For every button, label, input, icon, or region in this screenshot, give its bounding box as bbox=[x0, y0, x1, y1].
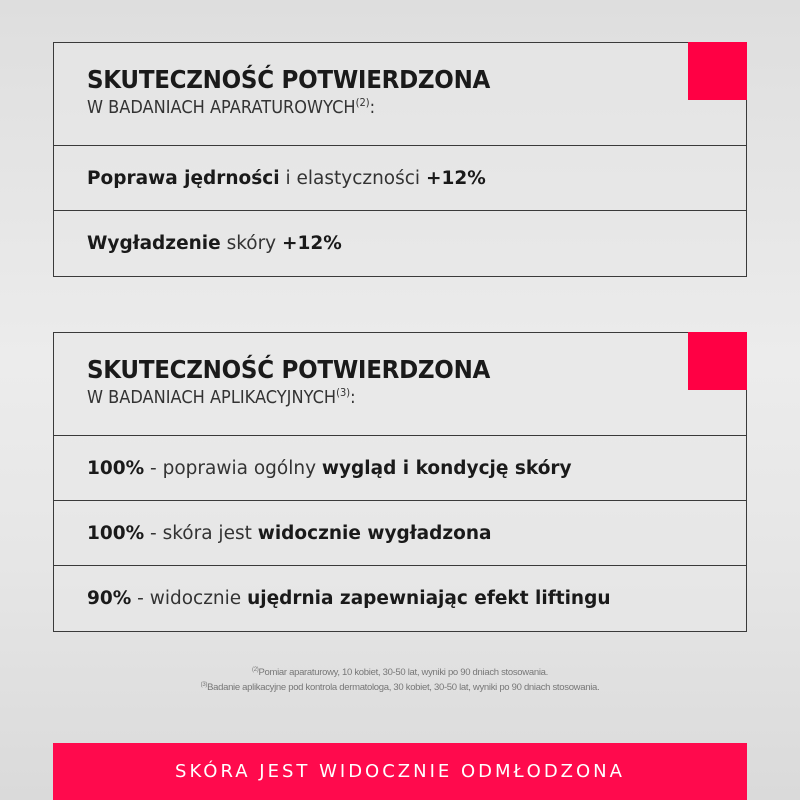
box-subtitle: W BADANIACH APARATUROWYCH$^{(2)}$: bbox=[87, 96, 376, 118]
box-subtitle: W BADANIACH APLIKACYJNYCH$^{(3)}$: bbox=[87, 386, 356, 408]
box-title: SKUTECZNOŚĆ POTWIERDZONA bbox=[87, 65, 491, 94]
highlight-text: 100% bbox=[87, 522, 145, 544]
efficacy-box-application bbox=[53, 332, 747, 632]
footnote-2: $^{(2)}$Pomiar aparaturowy, 10 kobiet, 30-50 lat, wyniki po 90 dniach stosowania. bbox=[252, 667, 548, 679]
highlight-text: +12% bbox=[425, 167, 486, 189]
highlight-text: widocznie wygładzona bbox=[257, 522, 492, 544]
bottom-banner: SKÓRA JEST WIDOCZNIE ODMŁODZONA bbox=[53, 743, 747, 800]
plain-text: i elastyczności bbox=[279, 167, 426, 189]
box-header bbox=[54, 333, 746, 436]
accent-square bbox=[688, 42, 747, 100]
highlight-text: +12% bbox=[282, 233, 342, 254]
footnote-3: $^{(3)}$Badanie aplikacyjne pod kontrola dermatologa, 30 kobiet, 30-50 lat, wyniki po 90 dniach stosowania. bbox=[200, 682, 600, 694]
result-row bbox=[54, 211, 746, 276]
highlight-text: 100% bbox=[87, 457, 145, 479]
result-row bbox=[54, 501, 746, 566]
box-title: SKUTECZNOŚĆ POTWIERDZONA bbox=[87, 355, 491, 384]
plain-text: - skóra jest bbox=[144, 522, 258, 544]
box-header bbox=[54, 43, 746, 146]
highlight-text: Wygładzenie bbox=[87, 233, 221, 254]
result-row bbox=[54, 146, 746, 211]
result-row bbox=[54, 436, 746, 501]
highlight-text: Poprawa jędrności bbox=[87, 167, 280, 189]
plain-text: - widocznie bbox=[131, 588, 248, 609]
highlight-text: ujędrnia zapewniając efekt liftingu bbox=[247, 588, 611, 609]
highlight-text: wygląd i kondycję skóry bbox=[321, 457, 572, 479]
highlight-text: 90% bbox=[87, 588, 132, 609]
result-row bbox=[54, 566, 746, 631]
plain-text: skóry bbox=[220, 233, 283, 254]
efficacy-box-instrumental bbox=[53, 42, 747, 277]
accent-square bbox=[688, 332, 747, 390]
plain-text: - poprawia ogólny bbox=[144, 457, 322, 479]
